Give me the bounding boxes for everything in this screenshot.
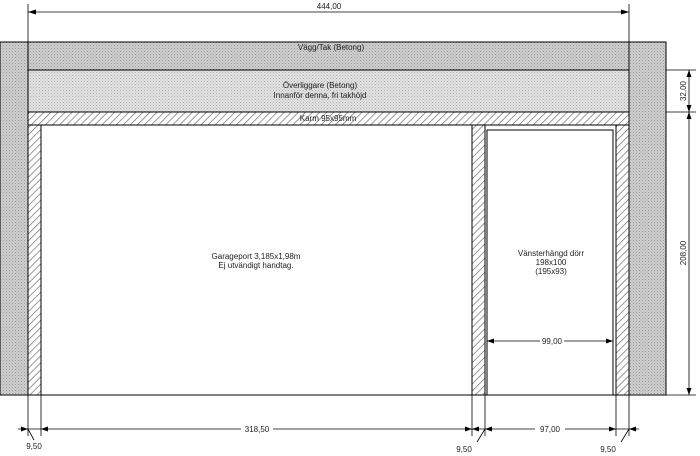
dimension-opening-height-text: 208,00 [679, 240, 688, 266]
dimension-right-post-text: 9,50 [600, 445, 616, 454]
dimension-door-inner-width-text: 99,00 [541, 337, 563, 346]
dimension-lintel-height-text: 32,00 [679, 80, 688, 102]
dimension-opening-height [666, 112, 696, 395]
frame-label: Karm 95x95mm [299, 114, 357, 123]
dimension-middle-post-text: 9,50 [456, 445, 472, 454]
dimension-total-width [28, 2, 629, 42]
dimension-total-width-text: 444,00 [316, 2, 342, 11]
lintel-label-2: Innanför denna, fri takhöjd [273, 91, 367, 100]
frame-left-post [28, 125, 41, 395]
garage-label-2: Ej utvändigt handtag. [218, 261, 294, 270]
frame-right-post [616, 125, 629, 395]
dimension-garage-width-text: 318,50 [244, 425, 270, 434]
frame-middle-post [472, 125, 485, 395]
dimension-lintel-height [666, 70, 696, 112]
wall-left [0, 42, 28, 395]
wall-right [629, 42, 666, 395]
wall-top-label: Vägg/Tak (Betong) [297, 43, 365, 52]
door-label-1: Vänsterhängd dörr [517, 249, 585, 258]
dimension-left-post-text: 9,50 [26, 442, 42, 451]
dimension-door-width-text: 97,00 [539, 425, 561, 434]
door-label-2: 198x100 [535, 258, 567, 267]
dimension-chain-bottom [18, 395, 639, 454]
garage-label-1: Garageport 3,185x1,98m [211, 252, 301, 261]
lintel-label-1: Överliggare (Betong) [282, 81, 358, 90]
door-label-3: (195x93) [535, 267, 567, 276]
